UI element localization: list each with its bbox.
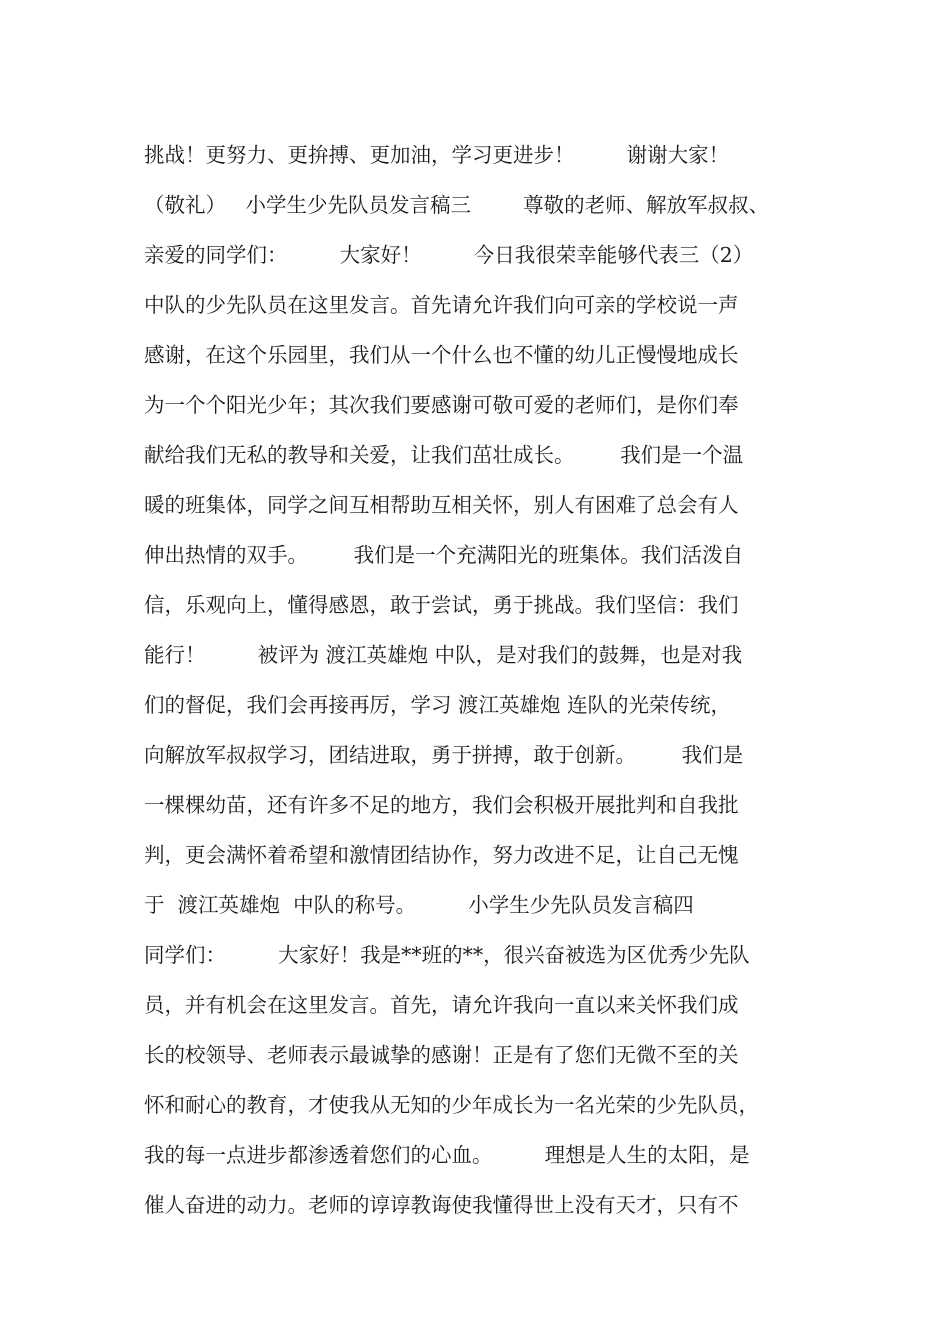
text-line-4: 中队的少先队员在这里发言。首先请允许我们向可亲的学校说一声 xyxy=(144,293,739,317)
text-line-10: 信，乐观向上，懂得感恩，敢于尝试，勇于挑战。我们坚信：我们 xyxy=(144,593,739,617)
text-line-2: （敬礼） 小学生少先队员发言稿三 尊敬的老师、解放军叔叔、 xyxy=(144,193,770,217)
text-line-8: 暖的班集体，同学之间互相帮助互相关怀，别人有困难了总会有人 xyxy=(144,493,739,517)
text-line-14: 一棵棵幼苗，还有许多不足的地方，我们会积极开展批判和自我批 xyxy=(144,793,739,817)
text-line-9: 伸出热情的双手。 我们是一个充满阳光的班集体。我们活泼自 xyxy=(144,543,744,567)
text-line-3: 亲爱的同学们： 大家好！ 今日我很荣幸能够代表三（2） xyxy=(144,243,754,267)
text-line-17: 同学们： 大家好！我是**班的**，很兴奋被选为区优秀少先队 xyxy=(144,943,750,967)
text-line-1: 挑战！更努力、更拚搏、更加油，学习更进步！ 谢谢大家！ xyxy=(144,143,730,167)
text-line-6: 为一个个阳光少年；其次我们要感谢可敬可爱的老师们，是你们奉 xyxy=(144,393,739,417)
speech-text-body xyxy=(144,130,824,1230)
text-line-19: 长的校领导、老师表示最诚挚的感谢！正是有了您们无微不至的关 xyxy=(144,1043,739,1067)
text-line-15: 判，更会满怀着希望和激情团结协作，努力改进不足，让自己无愧 xyxy=(144,843,739,867)
text-line-7: 献给我们无私的教导和关爱，让我们茁壮成长。 我们是一个温 xyxy=(144,443,744,467)
text-line-5: 感谢，在这个乐园里，我们从一个什么也不懂的幼儿正慢慢地成长 xyxy=(144,343,739,367)
text-line-16: 于 渡江英雄炮 中队的称号。 小学生少先队员发言稿四 xyxy=(144,893,694,917)
text-line-12: 们的督促，我们会再接再厉，学习 渡江英雄炮 连队的光荣传统， xyxy=(144,693,732,717)
text-line-13: 向解放军叔叔学习，团结进取，勇于拼搏，敢于创新。 我们是 xyxy=(144,743,744,767)
text-line-11: 能行！ 被评为 渡江英雄炮 中队，是对我们的鼓舞，也是对我 xyxy=(144,643,743,667)
text-line-18: 员，并有机会在这里发言。首先，请允许我向一直以来关怀我们成 xyxy=(144,993,739,1017)
text-line-22: 催人奋进的动力。老师的谆谆教诲使我懂得世上没有天才，只有不 xyxy=(144,1193,739,1217)
text-line-20: 怀和耐心的教育，才使我从无知的少年成长为一名光荣的少先队员， xyxy=(144,1093,759,1117)
text-line-21: 我的每一点进步都渗透着您们的心血。 理想是人生的太阳，是 xyxy=(144,1143,750,1167)
